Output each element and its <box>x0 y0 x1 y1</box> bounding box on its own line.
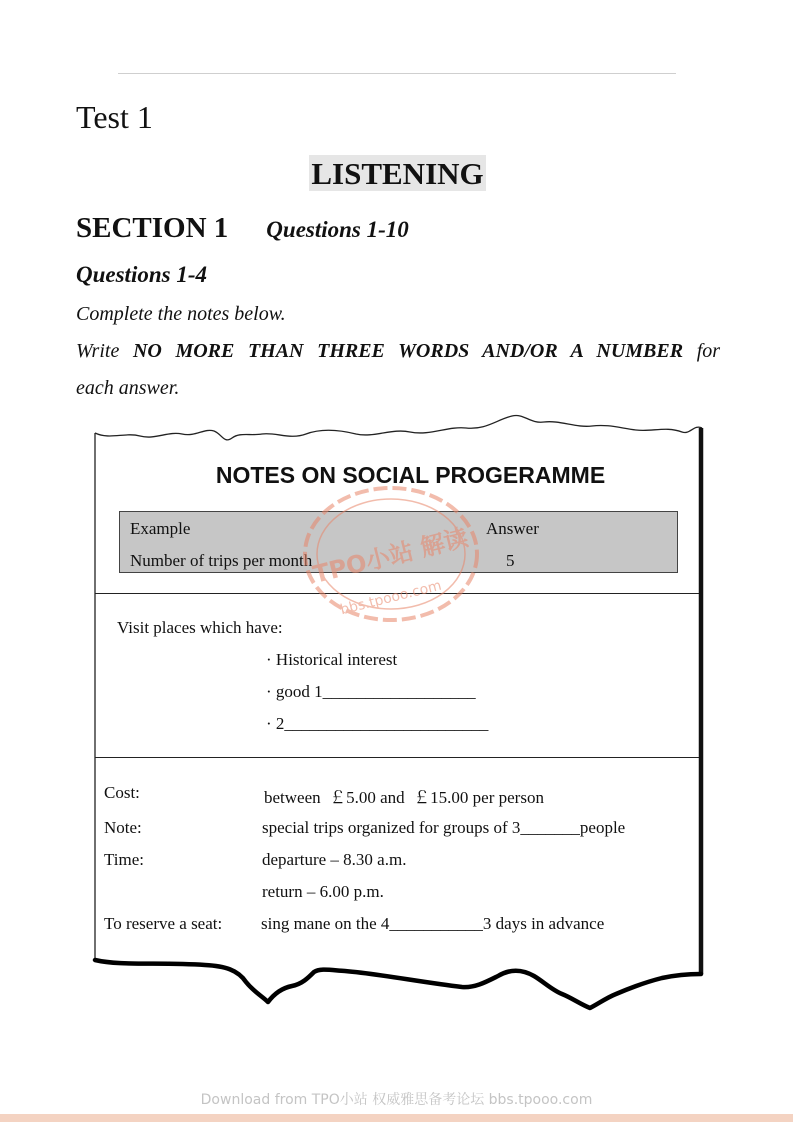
example-row-value: 5 <box>506 551 515 570</box>
footer-bar <box>0 1114 793 1122</box>
answer-label: Answer <box>486 519 539 538</box>
visit-intro: Visit places which have: <box>117 618 283 637</box>
bullet-item: · Historical interest <box>266 650 398 669</box>
instruction-limit: NO MORE THAN THREE WORDS AND/OR A NUMBER <box>132 340 684 362</box>
row-label-note: Note: <box>104 818 142 837</box>
section-title: SECTION 1 <box>76 212 229 244</box>
test-title: Test 1 <box>76 99 153 135</box>
sub-questions-heading: Questions 1-4 <box>76 262 207 287</box>
example-label: Example <box>130 519 191 538</box>
row-value-return: return – 6.00 p.m. <box>262 882 384 901</box>
section-divider <box>95 757 699 758</box>
listening-heading: LISTENING <box>309 155 486 191</box>
instruction-each-answer: each answer. <box>76 377 180 399</box>
tpo-stamp-watermark <box>296 478 486 628</box>
row-value-reserve: sing mane on the 4___________3 days in advance <box>261 914 605 933</box>
notes-title: NOTES ON SOCIAL PROGERAMME <box>215 462 606 488</box>
row-label-time: Time: <box>104 850 145 869</box>
row-value-note: special trips organized for groups of 3_______people <box>262 818 626 837</box>
row-value-cost: between ￡5.00 and ￡15.00 per person <box>264 788 544 807</box>
bullet-item: · good 1__________________ <box>266 682 476 701</box>
section-questions: Questions 1-10 <box>266 217 409 242</box>
example-row-label: Number of trips per month <box>130 551 313 570</box>
stamp-url: bbs.tpooo.com <box>338 577 444 619</box>
bullet-item: · 2________________________ <box>266 714 489 733</box>
row-value-departure: departure – 8.30 a.m. <box>262 850 407 869</box>
stamp-logo: TPO小站 解读 <box>310 523 471 589</box>
instruction-for: for <box>696 340 721 362</box>
instruction-write: Write <box>76 340 120 362</box>
row-label-cost: Cost: <box>104 783 140 802</box>
instruction-complete: Complete the notes below. <box>76 303 286 325</box>
row-label-reserve: To reserve a seat: <box>104 914 223 933</box>
footer-download-text: Download from TPO小站 权威雅思备考论坛 bbs.tpooo.com <box>200 1092 593 1108</box>
